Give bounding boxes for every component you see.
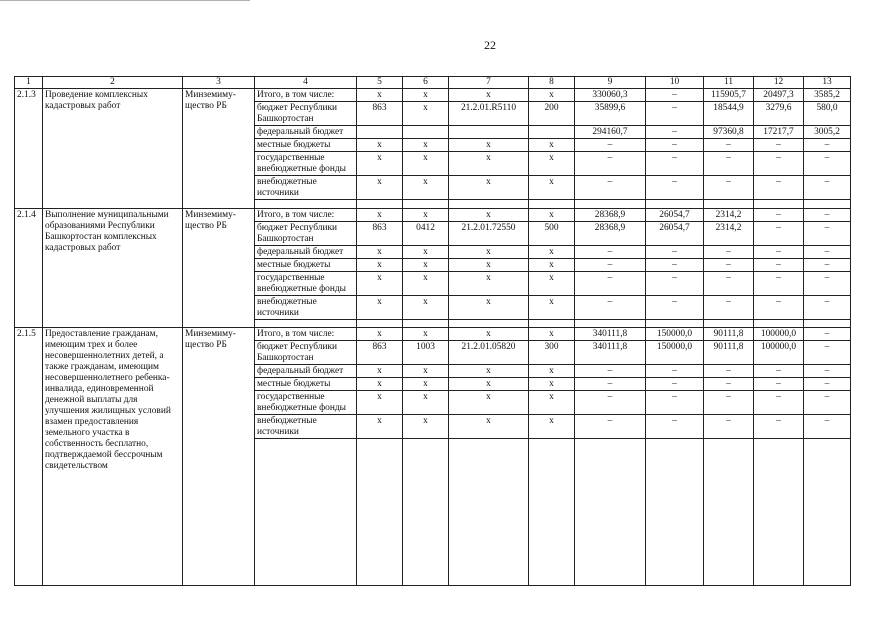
cell-c9: 294160,7 — [575, 126, 646, 139]
cell-c5: х — [357, 89, 403, 102]
empty-cell — [357, 439, 403, 586]
cell-c12: – — [754, 258, 804, 271]
cell-c8: х — [529, 139, 575, 152]
cell-c9: 330060,3 — [575, 89, 646, 102]
cell-c6: х — [403, 295, 449, 319]
funding-source: Итого, в том числе: — [255, 328, 357, 341]
cell-c9: – — [575, 152, 646, 176]
empty-cell — [646, 439, 704, 586]
funding-source: бюджет Республики Башкортостан — [255, 221, 357, 245]
cell-c7: х — [449, 378, 529, 391]
cell-c5: х — [357, 328, 403, 341]
header-cell: 13 — [804, 77, 851, 89]
cell-c13: – — [804, 378, 851, 391]
cell-c7: х — [449, 415, 529, 439]
cell-c5: х — [357, 365, 403, 378]
cell-c10: – — [646, 258, 704, 271]
cell-c11: 18544,9 — [704, 102, 754, 126]
cell-c13: – — [804, 152, 851, 176]
page-number: 22 — [484, 38, 496, 52]
cell-c5: х — [357, 271, 403, 295]
cell-c6: х — [403, 378, 449, 391]
header-cell: 4 — [255, 77, 357, 89]
cell-c9: – — [575, 365, 646, 378]
cell-c10: 150000,0 — [646, 328, 704, 341]
cell-c7: х — [449, 365, 529, 378]
cell-c13: – — [804, 328, 851, 341]
cell-c5: х — [357, 415, 403, 439]
cell-c5: х — [357, 295, 403, 319]
cell-c9: 340111,8 — [575, 341, 646, 365]
cell-c5: х — [357, 391, 403, 415]
cell-c9: – — [575, 139, 646, 152]
item-code: 2.1.5 — [15, 328, 43, 586]
cell-c10: – — [646, 126, 704, 139]
cell-c13: – — [804, 139, 851, 152]
empty-cell — [529, 319, 575, 328]
header-cell: 6 — [403, 77, 449, 89]
empty-cell — [255, 439, 357, 586]
cell-c8: х — [529, 295, 575, 319]
cell-c13: – — [804, 208, 851, 221]
cell-c13: – — [804, 245, 851, 258]
cell-c9: 28368,9 — [575, 208, 646, 221]
cell-c13: 580,0 — [804, 102, 851, 126]
cell-c11: – — [704, 152, 754, 176]
cell-c8: х — [529, 378, 575, 391]
cell-c12: – — [754, 415, 804, 439]
cell-c6: х — [403, 208, 449, 221]
cell-c6: х — [403, 139, 449, 152]
cell-c11: 115905,7 — [704, 89, 754, 102]
cell-c8: х — [529, 271, 575, 295]
cell-c12: 100000,0 — [754, 341, 804, 365]
empty-cell — [804, 439, 851, 586]
empty-cell — [575, 439, 646, 586]
cell-c7: х — [449, 328, 529, 341]
scan-edge-line — [0, 0, 250, 1]
table-header-row — [15, 77, 851, 89]
cell-c6: х — [403, 176, 449, 200]
header-cell: 7 — [449, 77, 529, 89]
responsible-executor: Минземиму-щество РБ — [183, 208, 255, 328]
cell-c7: х — [449, 208, 529, 221]
cell-c8: х — [529, 365, 575, 378]
cell-c13: 3005,2 — [804, 126, 851, 139]
cell-c7: х — [449, 271, 529, 295]
cell-c6: х — [403, 102, 449, 126]
cell-c11: – — [704, 271, 754, 295]
cell-c11: – — [704, 295, 754, 319]
cell-c7: х — [449, 89, 529, 102]
cell-c6: х — [403, 245, 449, 258]
item-name: Проведение комплексных кадастровых работ — [43, 89, 183, 209]
cell-c8: х — [529, 176, 575, 200]
cell-c13: – — [804, 221, 851, 245]
header-cell: 5 — [357, 77, 403, 89]
cell-c10: – — [646, 139, 704, 152]
cell-c12: – — [754, 152, 804, 176]
empty-cell — [403, 200, 449, 209]
cell-c10: – — [646, 271, 704, 295]
cell-c12: – — [754, 208, 804, 221]
cell-c5: х — [357, 258, 403, 271]
empty-cell — [357, 319, 403, 328]
empty-cell — [754, 319, 804, 328]
cell-c11: – — [704, 139, 754, 152]
cell-c11: – — [704, 391, 754, 415]
item-name: Выполнение муниципальными образованиями Республики Башкортостан комплексных кадастровых работ — [43, 208, 183, 328]
item-code: 2.1.4 — [15, 208, 43, 328]
funding-source: внебюджетные источники — [255, 295, 357, 319]
cell-c9: 35899,6 — [575, 102, 646, 126]
cell-c10: – — [646, 176, 704, 200]
cell-c8: х — [529, 415, 575, 439]
cell-c5: х — [357, 208, 403, 221]
cell-c6: х — [403, 415, 449, 439]
cell-c12: 3279,6 — [754, 102, 804, 126]
table-row — [15, 89, 851, 102]
cell-c10: 26054,7 — [646, 221, 704, 245]
funding-source: бюджет Республики Башкортостан — [255, 341, 357, 365]
cell-c7 — [449, 126, 529, 139]
cell-c5: 863 — [357, 102, 403, 126]
cell-c13: – — [804, 415, 851, 439]
cell-c13: 3585,2 — [804, 89, 851, 102]
cell-c9: – — [575, 415, 646, 439]
header-cell: 10 — [646, 77, 704, 89]
cell-c12: 20497,3 — [754, 89, 804, 102]
cell-c7: х — [449, 245, 529, 258]
cell-c13: – — [804, 271, 851, 295]
cell-c6: 0412 — [403, 221, 449, 245]
cell-c8: х — [529, 258, 575, 271]
cell-c8: х — [529, 89, 575, 102]
empty-cell — [529, 439, 575, 586]
funding-source: государственные внебюджетные фонды — [255, 391, 357, 415]
header-cell: 2 — [43, 77, 183, 89]
empty-cell — [754, 200, 804, 209]
cell-c6: х — [403, 365, 449, 378]
item-name: Предоставление гражданам, имеющим трех и более несовершеннолетних детей, а также гражданам, имеющим несовершеннолетнего ребенка-инвалида, единовременной денежной выплаты для улучшения жилищных условий взамен предоставления земельного участка в собственность бесплатно, подтверждаемой бессрочным свидетельством — [43, 328, 183, 586]
responsible-executor: Минземиму-щество РБ — [183, 89, 255, 209]
empty-cell — [357, 200, 403, 209]
cell-c5: х — [357, 378, 403, 391]
empty-cell — [646, 200, 704, 209]
empty-cell — [804, 319, 851, 328]
funding-source: Итого, в том числе: — [255, 89, 357, 102]
cell-c12: – — [754, 245, 804, 258]
cell-c7: х — [449, 176, 529, 200]
cell-c7: х — [449, 139, 529, 152]
cell-c6: х — [403, 152, 449, 176]
cell-c12: – — [754, 391, 804, 415]
cell-c8: х — [529, 152, 575, 176]
funding-source: государственные внебюджетные фонды — [255, 271, 357, 295]
funding-source: федеральный бюджет — [255, 126, 357, 139]
cell-c7: 21.2.01.72550 — [449, 221, 529, 245]
cell-c11: 2314,2 — [704, 221, 754, 245]
cell-c5: х — [357, 176, 403, 200]
cell-c9: – — [575, 245, 646, 258]
funding-source: бюджет Республики Башкортостан — [255, 102, 357, 126]
cell-c11: 2314,2 — [704, 208, 754, 221]
funding-source: Итого, в том числе: — [255, 208, 357, 221]
funding-source: местные бюджеты — [255, 139, 357, 152]
empty-cell — [255, 200, 357, 209]
cell-c12: – — [754, 365, 804, 378]
cell-c8: х — [529, 391, 575, 415]
cell-c11: – — [704, 378, 754, 391]
cell-c6: х — [403, 391, 449, 415]
cell-c7: х — [449, 391, 529, 415]
cell-c9: – — [575, 295, 646, 319]
cell-c6: 1003 — [403, 341, 449, 365]
cell-c10: – — [646, 295, 704, 319]
cell-c12: – — [754, 139, 804, 152]
cell-c13: – — [804, 258, 851, 271]
cell-c11: – — [704, 258, 754, 271]
cell-c11: 90111,8 — [704, 341, 754, 365]
cell-c6 — [403, 126, 449, 139]
cell-c5: 863 — [357, 221, 403, 245]
cell-c7: х — [449, 152, 529, 176]
empty-cell — [575, 319, 646, 328]
empty-cell — [529, 200, 575, 209]
cell-c8: х — [529, 208, 575, 221]
cell-c8: 500 — [529, 221, 575, 245]
cell-c12: 100000,0 — [754, 328, 804, 341]
cell-c7: 21.2.01.R5110 — [449, 102, 529, 126]
cell-c5: 863 — [357, 341, 403, 365]
cell-c9: – — [575, 258, 646, 271]
cell-c11: 90111,8 — [704, 328, 754, 341]
header-cell: 11 — [704, 77, 754, 89]
cell-c11: – — [704, 415, 754, 439]
empty-cell — [575, 200, 646, 209]
empty-cell — [704, 319, 754, 328]
cell-c8: х — [529, 245, 575, 258]
empty-cell — [403, 319, 449, 328]
table-row — [15, 328, 851, 341]
cell-c10: 26054,7 — [646, 208, 704, 221]
cell-c11: – — [704, 245, 754, 258]
cell-c12: – — [754, 176, 804, 200]
funding-source: государственные внебюджетные фонды — [255, 152, 357, 176]
cell-c10: – — [646, 89, 704, 102]
funding-source: местные бюджеты — [255, 378, 357, 391]
cell-c10: – — [646, 152, 704, 176]
header-cell: 9 — [575, 77, 646, 89]
cell-c5 — [357, 126, 403, 139]
cell-c6: х — [403, 258, 449, 271]
cell-c8: 300 — [529, 341, 575, 365]
cell-c10: – — [646, 391, 704, 415]
cell-c12: – — [754, 221, 804, 245]
cell-c7: 21.2.01.05820 — [449, 341, 529, 365]
funding-source: внебюджетные источники — [255, 415, 357, 439]
empty-cell — [449, 200, 529, 209]
cell-c12: – — [754, 378, 804, 391]
item-code: 2.1.3 — [15, 89, 43, 209]
cell-c9: 28368,9 — [575, 221, 646, 245]
header-cell: 8 — [529, 77, 575, 89]
funding-source: федеральный бюджет — [255, 365, 357, 378]
cell-c10: – — [646, 415, 704, 439]
cell-c10: – — [646, 365, 704, 378]
empty-cell — [704, 200, 754, 209]
cell-c5: х — [357, 152, 403, 176]
cell-c6: х — [403, 328, 449, 341]
empty-cell — [403, 439, 449, 586]
empty-cell — [255, 319, 357, 328]
cell-c9: – — [575, 176, 646, 200]
cell-c13: – — [804, 365, 851, 378]
cell-c8: х — [529, 328, 575, 341]
cell-c9: – — [575, 271, 646, 295]
responsible-executor: Минземиму-щество РБ — [183, 328, 255, 586]
cell-c7: х — [449, 258, 529, 271]
cell-c6: х — [403, 89, 449, 102]
cell-c9: – — [575, 378, 646, 391]
funding-source: внебюджетные источники — [255, 176, 357, 200]
cell-c12: – — [754, 271, 804, 295]
empty-cell — [754, 439, 804, 586]
empty-cell — [804, 200, 851, 209]
cell-c12: – — [754, 295, 804, 319]
cell-c10: 150000,0 — [646, 341, 704, 365]
cell-c13: – — [804, 341, 851, 365]
cell-c11: 97360,8 — [704, 126, 754, 139]
header-cell: 1 — [15, 77, 43, 89]
cell-c12: 17217,7 — [754, 126, 804, 139]
cell-c8: 200 — [529, 102, 575, 126]
cell-c5: х — [357, 139, 403, 152]
cell-c9: – — [575, 391, 646, 415]
funding-source: федеральный бюджет — [255, 245, 357, 258]
cell-c6: х — [403, 271, 449, 295]
cell-c11: – — [704, 365, 754, 378]
cell-c9: 340111,8 — [575, 328, 646, 341]
cell-c13: – — [804, 176, 851, 200]
empty-cell — [646, 319, 704, 328]
header-cell: 3 — [183, 77, 255, 89]
cell-c7: х — [449, 295, 529, 319]
empty-cell — [704, 439, 754, 586]
cell-c13: – — [804, 391, 851, 415]
cell-c11: – — [704, 176, 754, 200]
cell-c10: – — [646, 102, 704, 126]
cell-c10: – — [646, 378, 704, 391]
cell-c10: – — [646, 245, 704, 258]
cell-c13: – — [804, 295, 851, 319]
empty-cell — [449, 319, 529, 328]
cell-c5: х — [357, 245, 403, 258]
funding-source: местные бюджеты — [255, 258, 357, 271]
program-table — [14, 76, 851, 586]
empty-cell — [449, 439, 529, 586]
cell-c8 — [529, 126, 575, 139]
table-row — [15, 208, 851, 221]
header-cell: 12 — [754, 77, 804, 89]
